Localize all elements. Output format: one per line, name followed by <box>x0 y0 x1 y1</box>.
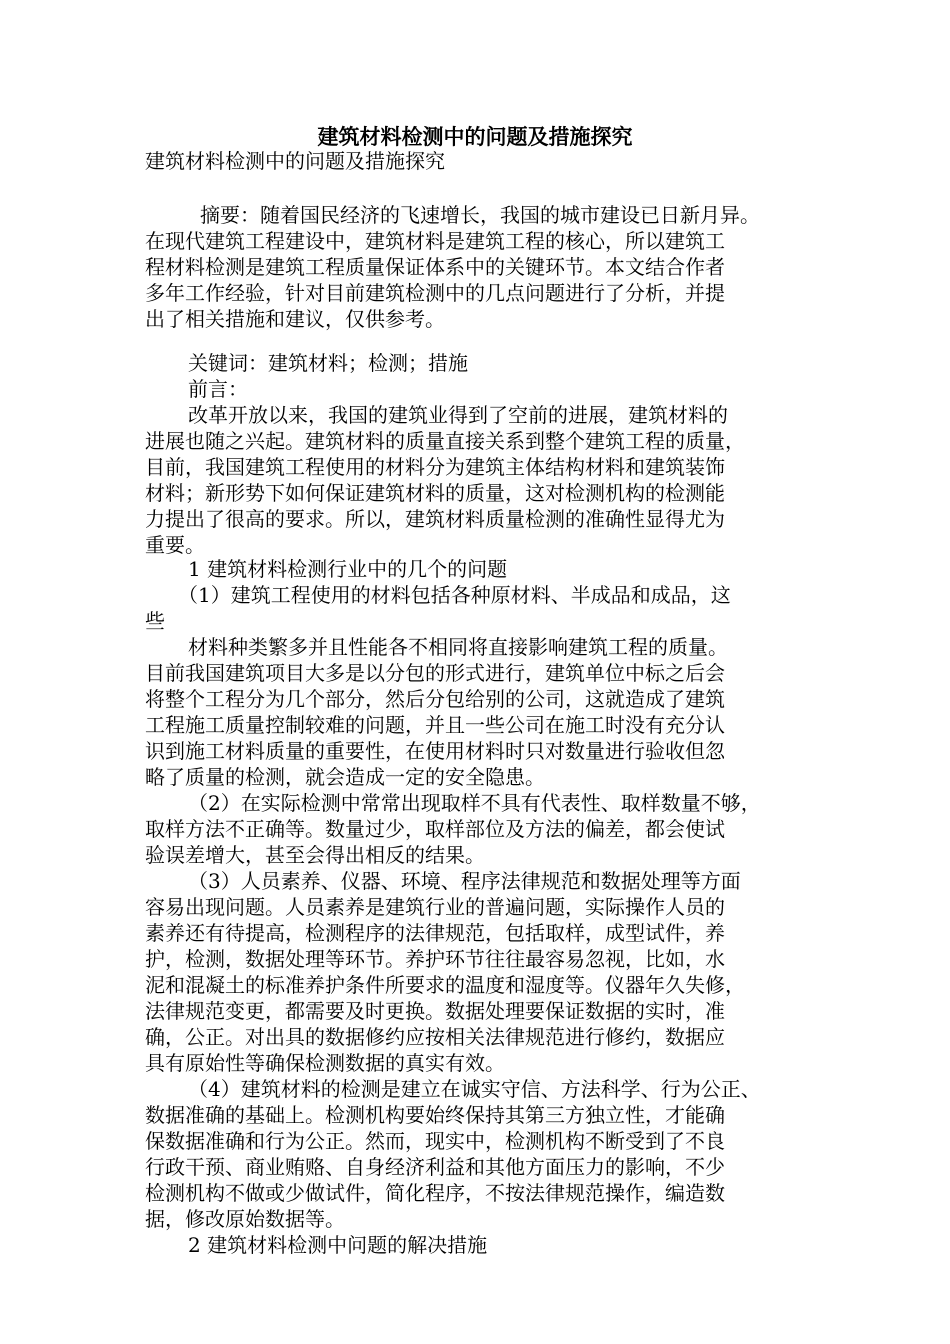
body-line: 些 <box>145 609 165 633</box>
abstract-line: 在现代建筑工程建设中，建筑材料是建筑工程的核心，所以建筑工 <box>145 229 725 253</box>
body-line: 略了质量的检测，就会造成一定的安全隐患。 <box>145 765 545 789</box>
body-line: （3）人员素养、仪器、环境、程序法律规范和数据处理等方面 <box>188 869 741 893</box>
abstract-line: 程材料检测是建筑工程质量保证体系中的关键环节。本文结合作者 <box>145 255 725 279</box>
preface-heading: 前言： <box>188 377 248 401</box>
body-line: 据，修改原始数据等。 <box>145 1207 345 1231</box>
body-line: 验误差增大，甚至会得出相反的结果。 <box>145 843 485 867</box>
body-line: 力提出了很高的要求。所以，建筑材料质量检测的准确性显得尤为 <box>145 507 725 531</box>
body-line: 泥和混凝土的标准养护条件所要求的温度和湿度等。仪器年久失修， <box>145 973 745 997</box>
body-line: 容易出现问题。人员素养是建筑行业的普遍问题，实际操作人员的 <box>145 895 725 919</box>
body-line: 保数据准确和行为公正。然而，现实中，检测机构不断受到了不良 <box>145 1129 725 1153</box>
body-line: 检测机构不做或少做试件，简化程序，不按法律规范操作，编造数 <box>145 1181 725 1205</box>
section-heading-1: 1 建筑材料检测行业中的几个的问题 <box>188 557 508 581</box>
body-line: 进展也随之兴起。建筑材料的质量直接关系到整个建筑工程的质量， <box>145 429 745 453</box>
abstract-line: 多年工作经验，针对目前建筑检测中的几点问题进行了分析，并提 <box>145 281 725 305</box>
body-line: 材料；新形势下如何保证建筑材料的质量，这对检测机构的检测能 <box>145 481 725 505</box>
body-line: 确，公正。对出具的数据修约应按相关法律规范进行修约，数据应 <box>145 1025 725 1049</box>
body-line: 将整个工程分为几个部分，然后分包给别的公司，这就造成了建筑 <box>145 687 725 711</box>
section-heading-2: 2 建筑材料检测中问题的解决措施 <box>188 1233 488 1257</box>
abstract-line: 出了相关措施和建议，仅供参考。 <box>145 307 445 331</box>
body-line: （4）建筑材料的检测是建立在诚实守信、方法科学、行为公正、 <box>188 1077 761 1101</box>
body-line: （1）建筑工程使用的材料包括各种原材料、半成品和成品，这 <box>178 583 731 607</box>
body-line: 材料种类繁多并且性能各不相同将直接影响建筑工程的质量。 <box>188 635 728 659</box>
body-line: 数据准确的基础上。检测机构要始终保持其第三方独立性，才能确 <box>145 1103 725 1127</box>
body-line: 改革开放以来，我国的建筑业得到了空前的进展，建筑材料的 <box>188 403 728 427</box>
body-line: 工程施工质量控制较难的问题，并且一些公司在施工时没有充分认 <box>145 713 725 737</box>
body-line: 行政干预、商业贿赂、自身经济利益和其他方面压力的影响，不少 <box>145 1155 725 1179</box>
body-line: 法律规范变更，都需要及时更换。数据处理要保证数据的实时，准 <box>145 999 725 1023</box>
body-line: 具有原始性等确保检测数据的真实有效。 <box>145 1051 505 1075</box>
body-line: 重要。 <box>145 533 205 557</box>
body-line: 目前，我国建筑工程使用的材料分为建筑主体结构材料和建筑装饰 <box>145 455 725 479</box>
document-title: 建筑材料检测中的问题及措施探究 <box>317 124 633 149</box>
abstract-line: 摘要：随着国民经济的飞速增长，我国的城市建设已日新月异。 <box>200 203 760 227</box>
body-line: 识到施工材料质量的重要性，在使用材料时只对数量进行验收但忽 <box>145 739 725 763</box>
body-line: （2）在实际检测中常常出现取样不具有代表性、取样数量不够， <box>188 791 761 815</box>
keywords-line: 关键词：建筑材料；检测；措施 <box>188 351 468 375</box>
body-line: 素养还有待提高，检测程序的法律规范，包括取样，成型试件，养 <box>145 921 725 945</box>
body-line: 护，检测，数据处理等环节。养护环节往往最容易忽视，比如，水 <box>145 947 725 971</box>
document-subtitle: 建筑材料检测中的问题及措施探究 <box>145 149 445 173</box>
body-line: 取样方法不正确等。数量过少，取样部位及方法的偏差，都会使试 <box>145 817 725 841</box>
body-line: 目前我国建筑项目大多是以分包的形式进行，建筑单位中标之后会 <box>145 661 725 685</box>
